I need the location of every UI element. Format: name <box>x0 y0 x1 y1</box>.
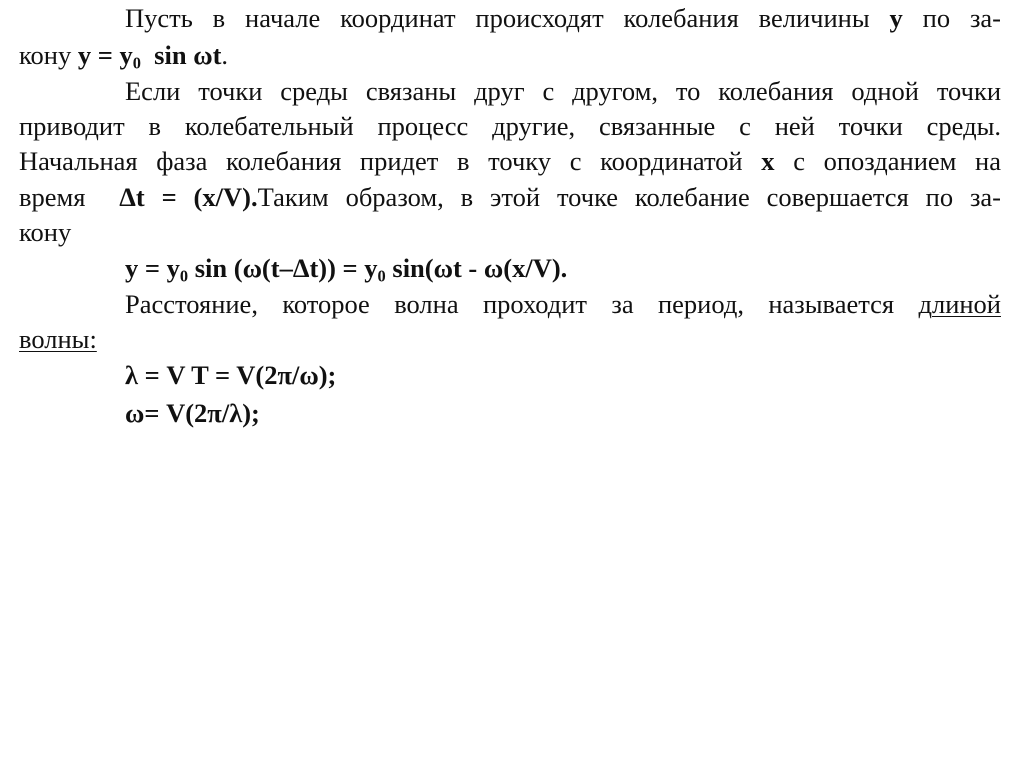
subscript: 0 <box>132 53 141 73</box>
formula-wave-law <box>77 40 222 73</box>
equation-wavelength <box>125 358 336 392</box>
paragraph-3-line-2 <box>19 322 97 356</box>
formula: λ = V T = V(2π/ω); <box>125 360 337 390</box>
term-wavelength-underlined: длиной <box>918 289 1001 319</box>
paragraph-2-line-4 <box>19 180 1001 214</box>
subscript: 0 <box>377 266 386 286</box>
variable-y: у <box>889 3 903 33</box>
formula-delay: Δt = (x/V). <box>119 182 258 212</box>
text-run: кону <box>19 217 72 247</box>
text-run: с опозданием на <box>793 146 1001 176</box>
paragraph-2-line-3 <box>19 144 1001 178</box>
formula-part: sin (ω(t–Δt)) = у <box>188 253 378 283</box>
equation-displacement <box>125 251 567 285</box>
paragraph-1-line-1 <box>125 1 1001 35</box>
text-run: время <box>19 182 86 212</box>
formula-part: sin(ωt - ω(x/V). <box>385 253 568 283</box>
text-run: Пусть в начале координат происходят колебания величины <box>125 3 870 33</box>
text-run: Начальная фаза колебания придет в точку с координатой <box>19 146 743 176</box>
text-run: Расстояние, которое волна проходит за период, называется <box>125 289 895 319</box>
subscript: 0 <box>179 266 189 286</box>
text-run: Таким образом, в этой точке колебание совершается по за- <box>257 182 1001 212</box>
term-wavelength-underlined-2: волны: <box>19 324 97 354</box>
formula: ω= V(2π/λ); <box>125 398 260 428</box>
text-run: кону <box>19 40 72 70</box>
paragraph-2-line-5 <box>19 215 71 249</box>
equation-angular-frequency <box>125 396 260 430</box>
text-run: . <box>221 40 229 70</box>
paragraph-2-line-1 <box>125 74 1001 108</box>
formula-part: у = у <box>125 253 180 283</box>
variable-x: х <box>761 146 775 176</box>
paragraph-3-line-1 <box>125 287 1001 321</box>
formula-part: у = у <box>77 40 133 70</box>
text-run: приводит в колебательный процесс другие, связанные с ней точки среды. <box>19 111 1001 141</box>
formula <box>125 253 568 286</box>
text-run: по за- <box>922 3 1001 33</box>
paragraph-2-line-2 <box>19 109 1001 143</box>
formula-part: sin ωt <box>154 40 222 70</box>
text-run: Если точки среды связаны друг с другом, то колебания одной точки <box>125 76 1001 106</box>
paragraph-1-line-2 <box>19 38 228 72</box>
